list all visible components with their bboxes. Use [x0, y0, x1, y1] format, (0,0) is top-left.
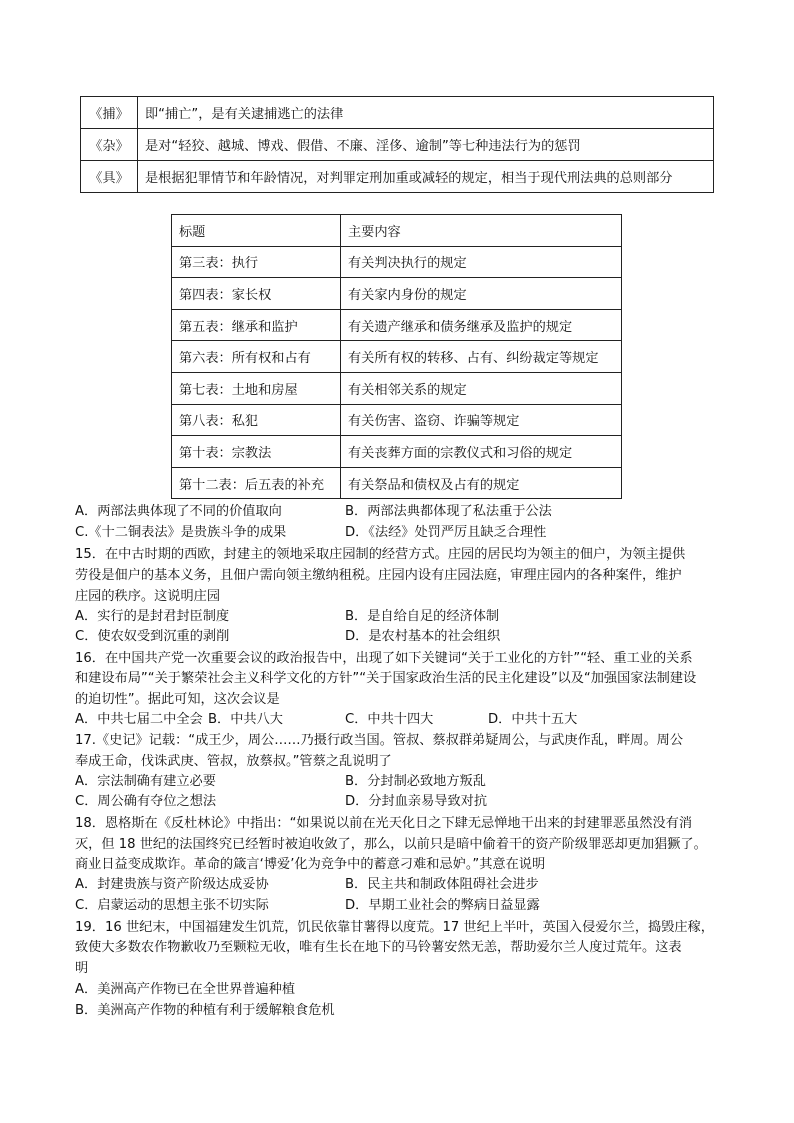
table-content-cell: 有关所有权的转移、占有、纠纷裁定等规定: [341, 341, 622, 373]
q16-stem-line: 和建设布局”“关于繁荣社会主义科学文化的方针”“关于国家政治生活的民主化建设”以及“加强国家法制建设: [75, 671, 697, 686]
table-title-cell: 第三表：执行: [172, 246, 341, 278]
q14-option-b: B．两部法典都体现了私法重于公法: [345, 504, 552, 519]
table-row: [172, 309, 622, 341]
q17-stem-line: 17.《史记》记载：“成王少，周公……乃摄行政当国。管叔、蔡叔群弟疑周公，与武庚作乱，畔周。周公: [75, 733, 684, 748]
q19-stem-line: 明: [75, 961, 89, 976]
table-row: [172, 467, 622, 499]
table-content-cell: 有关伤害、盗窃、诈骗等规定: [341, 404, 622, 436]
q17-stem-line: 奉成王命，伐诛武庚、管叔，放蔡叔。”管蔡之乱说明了: [75, 754, 392, 769]
q17-option-c: C．周公确有夺位之想法: [75, 794, 217, 809]
table-title-cell: 第八表：私犯: [172, 404, 341, 436]
table-row: [81, 161, 714, 193]
q18-option-a: A．封建贵族与资产阶级达成妥协: [75, 877, 269, 892]
q15-stem-line: 庄园的秩序。这说明庄园: [75, 589, 221, 604]
q18-stem-line: 商业日益变成欺诈。革命的箴言‘博爱’化为竞争中的蓄意刁难和忌妒。”其意在说明: [75, 857, 546, 872]
chapter-label: 《具》: [81, 161, 138, 193]
q19-stem-line: 致使大多数农作物歉收乃至颗粒无收，唯有生长在地下的马铃薯安然无恙，帮助爱尔兰人度过荒年。这表: [75, 940, 682, 955]
table-content-cell: 有关遗产继承和债务继承及监护的规定: [341, 309, 622, 341]
table-content-cell: 有关丧葬方面的宗教仪式和习俗的规定: [341, 436, 622, 468]
q16-stem-line: 16．在中国共产党一次重要会议的政治报告中，出现了如下关键词“关于工业化的方针”“轻、重工业的关系: [75, 651, 693, 666]
q14-option-c: C.《十二铜表法》是贵族斗争的成果: [75, 525, 287, 540]
q19-option-a: A．美洲高产作物已在全世界普遍种植: [75, 982, 296, 997]
chapter-description: 即“捕亡”，是有关逮捕逃亡的法律: [138, 97, 714, 129]
table-title-cell: 第六表：所有权和占有: [172, 341, 341, 373]
table-content-cell: 有关判决执行的规定: [341, 246, 622, 278]
q18-stem-line: 18．恩格斯在《反杜林论》中指出：“如果说以前在光天化日之下肆无忌惮地干出来的封建罪恶虽然没有消: [75, 816, 693, 831]
table-row: [172, 246, 622, 278]
table-row: [172, 341, 622, 373]
q19-option-b: B．美洲高产作物的种植有利于缓解粮食危机: [75, 1003, 335, 1018]
table-row: [81, 129, 714, 161]
column-header: 主要内容: [341, 215, 622, 247]
q18-option-b: B．民主共和制政体阻碍社会进步: [345, 877, 539, 892]
q14-option-d: D．《法经》处罚严厉且缺乏合理性: [345, 525, 547, 540]
table-title-cell: 第五表：继承和监护: [172, 309, 341, 341]
q19-stem-line: 19．16 世纪末，中国福建发生饥荒，饥民依靠甘薯得以度荒。17 世纪上半叶，英国入侵爱尔兰，捣毁庄稼，: [75, 920, 714, 935]
law-chapters-table: [80, 96, 714, 193]
table-row: [172, 372, 622, 404]
q16-option-a: A．中共七届二中全会: [75, 712, 203, 727]
chapter-label: 《杂》: [81, 129, 138, 161]
table-row: [172, 278, 622, 310]
table-row: [172, 436, 622, 468]
q16-option-c: C．中共十四大: [345, 712, 434, 727]
q17-option-d: D．分封血亲易导致对抗: [345, 794, 488, 809]
table-content-cell: 有关祭品和债权及占有的规定: [341, 467, 622, 499]
chapter-description: 是根据犯罪情节和年龄情况，对判罪定刑加重或减轻的规定，相当于现代刑法典的总则部分: [138, 161, 714, 193]
q16-stem-line: 的迫切性”。据此可知，这次会议是: [75, 692, 280, 707]
q17-option-b: B．分封制必致地方叛乱: [345, 774, 486, 789]
q15-stem-line: 15．在中古时期的西欧，封建主的领地采取庄园制的经营方式。庄园的居民均为领主的佃户，为领主提供: [75, 547, 686, 562]
q15-option-c: C．使农奴受到沉重的剥削: [75, 629, 230, 644]
q18-option-d: D．早期工业社会的弊病日益显露: [345, 898, 540, 913]
q14-option-a: A．两部法典体现了不同的价值取向: [75, 504, 282, 519]
table-content-cell: 有关相邻关系的规定: [341, 372, 622, 404]
q18-stem-line: 灭，但 18 世纪的法国终究已经暂时被迫收敛了，那么，以前只是暗中偷着干的资产阶级罪恶却更加猖獗了。: [75, 837, 707, 852]
chapter-description: 是对“轻狡、越城、博戏、假借、不廉、淫侈、逾制”等七种违法行为的惩罚: [138, 129, 714, 161]
q18-option-c: C．启蒙运动的思想主张不切实际: [75, 898, 269, 913]
table-title-cell: 第四表：家长权: [172, 278, 341, 310]
twelve-tables-table: [171, 214, 622, 499]
q16-option-b: B．中共八大: [208, 712, 283, 727]
q15-option-d: D．是农村基本的社会组织: [345, 629, 501, 644]
chapter-label: 《捕》: [81, 97, 138, 129]
table-content-cell: 有关家内身份的规定: [341, 278, 622, 310]
table-row: [81, 97, 714, 129]
table-row: [172, 404, 622, 436]
q16-option-d: D．中共十五大: [488, 712, 578, 727]
table-header-row: [172, 215, 622, 247]
q15-option-a: A．实行的是封君封臣制度: [75, 609, 230, 624]
table-title-cell: 第十二表：后五表的补充: [172, 467, 341, 499]
table-title-cell: 第十表：宗教法: [172, 436, 341, 468]
column-header: 标题: [172, 215, 341, 247]
table-title-cell: 第七表：土地和房屋: [172, 372, 341, 404]
q15-stem-line: 劳役是佃户的基本义务，且佃户需向领主缴纳租税。庄园内设有庄园法庭，审理庄园内的各种案件，维护: [75, 568, 682, 583]
q15-option-b: B．是自给自足的经济体制: [345, 609, 500, 624]
q17-option-a: A．宗法制确有建立必要: [75, 774, 216, 789]
